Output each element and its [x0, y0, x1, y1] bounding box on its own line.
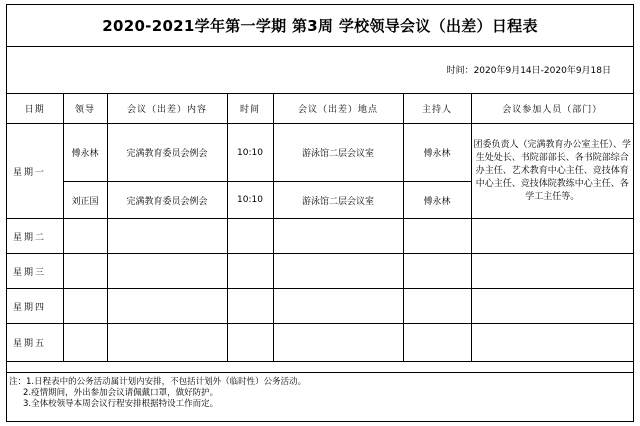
day-tuesday: 星期二 [7, 219, 63, 254]
day-wednesday: 星期三 [7, 254, 63, 289]
row1-content: 完满教育委员会例会 [107, 124, 227, 182]
notes [7, 372, 633, 421]
monday-attendees: 团委负责人（完满教育办公室主任）、学生处处长、书院部部长、各书院部综合办主任、艺术教育中心主任、竞技体育中心主任、竞技体院教练中心主任、各学工主任等。 [471, 124, 633, 219]
schedule-sheet [6, 4, 634, 422]
table-row [7, 124, 633, 182]
header-time: 时间 [227, 93, 273, 124]
day-friday: 星期五 [7, 324, 63, 362]
row1-host: 傅永林 [403, 124, 471, 182]
row1-leader: 傅永林 [63, 124, 107, 182]
day-monday: 星期一 [7, 124, 63, 219]
table-row [7, 219, 633, 254]
note-2: 2.疫情期间，外出参加会议请佩戴口罩，做好防护。 [23, 388, 219, 398]
row2-content: 完满教育委员会例会 [107, 182, 227, 219]
schedule-title: 2020-2021学年第一学期 第3周 学校领导会议（出差）日程表 [7, 5, 633, 47]
day-thursday: 星期四 [7, 289, 63, 324]
header-host: 主持人 [403, 93, 471, 124]
header-leader: 领导 [63, 93, 107, 124]
row2-leader: 刘正国 [63, 182, 107, 219]
time-range-row [7, 46, 633, 94]
row1-time: 10:10 [227, 124, 273, 182]
header-content: 会议（出差）内容 [107, 93, 227, 124]
row1-location: 游泳馆二层会议室 [273, 124, 403, 182]
table-header-row [7, 93, 633, 124]
table-row [7, 324, 633, 362]
header-date: 日期 [7, 93, 63, 124]
row2-time: 10:10 [227, 182, 273, 219]
note-3: 3.全体校领导本周会议行程安排根据特设工作而定。 [23, 399, 219, 409]
row2-host: 傅永林 [403, 182, 471, 219]
schedule-table [7, 93, 633, 362]
time-range: 时间：2020年9月14日-2020年9月18日 [446, 66, 611, 76]
table-row [7, 254, 633, 289]
header-attendees: 会议参加人员（部门） [471, 93, 633, 124]
note-1: 注：1.日程表中的公务活动属计划内安排，不包括计划外（临时性）公务活动。 [9, 377, 307, 387]
header-location: 会议（出差）地点 [273, 93, 403, 124]
row2-location: 游泳馆二层会议室 [273, 182, 403, 219]
table-row [7, 289, 633, 324]
